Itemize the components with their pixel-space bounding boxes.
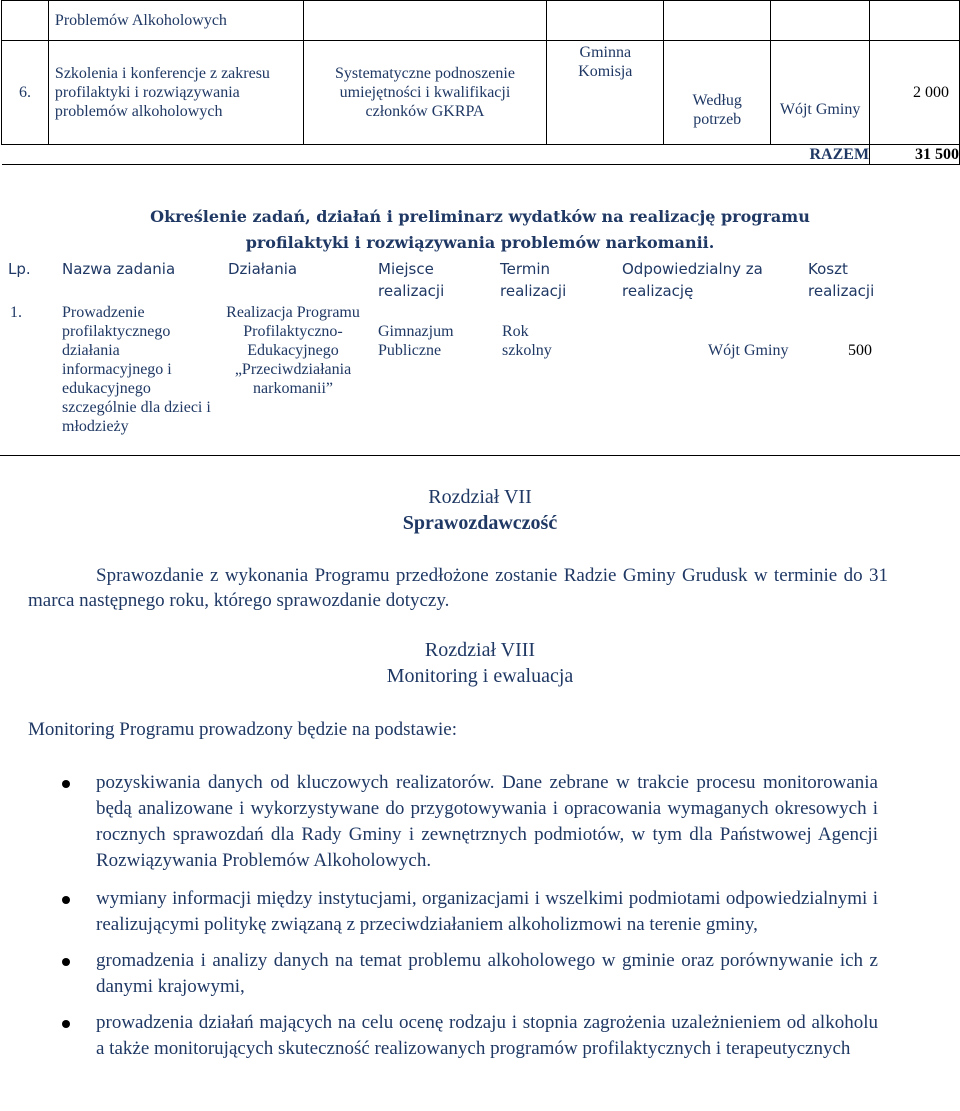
bullet-icon <box>62 1020 70 1028</box>
table-cell: Problemów Alkoholowych <box>48 1 303 41</box>
chapter-7-heading: Rozdział VII Sprawozdawczość <box>402 486 558 534</box>
task-name-cell: Prowadzenie profilaktycznego działania informacyjnego i edukacyjnego szczególnie dla dzieci i młodzieży <box>62 304 211 435</box>
header-term: Termin realizacji <box>500 260 567 300</box>
header-cost: Koszt realizacji <box>808 260 875 300</box>
cost-cell: 500 <box>848 342 872 359</box>
header-lp: Lp. <box>8 260 31 278</box>
row-number: 1. <box>10 304 22 321</box>
list-item: gromadzenia i analizy danych na temat problemu alkoholowego w gminie oraz porównywanie ich z danymi krajowymi, <box>62 948 878 1000</box>
bullet-icon <box>62 896 70 904</box>
task-name-cell: Szkolenia i konferencje z zakresu profilaktyki i rozwiązywania problemów alkoholowych <box>48 41 303 145</box>
list-item: wymiany informacji między instytucjami, organizacjami i wszelkimi podmiotami odpowiedzialnymi i realizującymi politykę związaną z przeciwdziałaniem alkoholizmowi na terenie gminy, <box>62 886 878 938</box>
table-row <box>2 1 960 41</box>
alcohol-tasks-table <box>1 0 960 165</box>
funder-cell: Wójt Gminy <box>771 41 870 145</box>
bullet-icon <box>62 780 70 788</box>
row-number: 6. <box>2 41 49 145</box>
term-cell: Rok szkolny <box>502 323 552 359</box>
header-actions: Działania <box>228 260 298 278</box>
responsible-cell: Gminna Komisja <box>547 41 664 145</box>
chapter-7-text: Sprawozdanie z wykonania Programu przedłożone zostanie Radzie Gminy Grudusk w terminie do 31 marca następnego roku, którego sprawozdanie dotyczy. <box>28 565 888 611</box>
bullet-icon <box>62 958 70 966</box>
list-item: prowadzenia działań mających na celu ocenę rodzaju i stopnia zagrożenia uzależnieniem od alkoholu a także monitorujących skuteczność realizowanych programów profilaktycznych i terapeutycznych <box>62 1010 878 1062</box>
term-cell: Według potrzeb <box>664 41 771 145</box>
place-cell: Gimnazjum Publiczne <box>378 323 454 359</box>
header-place: Miejsce realizacji <box>378 260 445 300</box>
razem-row <box>2 145 960 165</box>
drug-section-title: Określenie zadań, działań i preliminarz wydatków na realizację programu profilaktyki i rozwiązywania problemów narkomanii. <box>150 207 810 252</box>
chapter-8-heading: Rozdział VIII Monitoring i ewaluacja <box>386 639 574 687</box>
amount-cell: 2 000 <box>870 41 960 145</box>
razem-label: RAZEM <box>2 145 870 165</box>
drug-tasks-table <box>0 258 960 456</box>
action-cell: Realizacja Programu Profilaktyczno-Edukacyjnego „Przeciwdziałania narkomanii” <box>226 304 360 397</box>
header-responsible: Odpowiedzialny za realizację <box>622 260 763 300</box>
responsible-cell: Wójt Gminy <box>708 342 789 359</box>
table-row <box>2 41 960 145</box>
header-name: Nazwa zadania <box>62 260 176 278</box>
monitoring-list <box>62 770 878 1072</box>
action-cell: Systematyczne podnoszenie umiejętności i kwalifikacji członków GKRPA <box>303 41 547 145</box>
razem-value: 31 500 <box>870 145 960 165</box>
monitoring-intro: Monitoring Programu prowadzony będzie na podstawie: <box>28 719 457 740</box>
list-item: pozyskiwania danych od kluczowych realizatorów. Dane zebrane w trakcie procesu monitorowania będą analizowane i wykorzystywane do przygotowywania i opracowania wymaganych okresowych i rocznych sprawozdań dla Rady Gminy i zewnętrznych podmiotów, w tym dla Państwowej Agencji Rozwiązywania Problemów Alkoholowych. <box>62 770 878 874</box>
